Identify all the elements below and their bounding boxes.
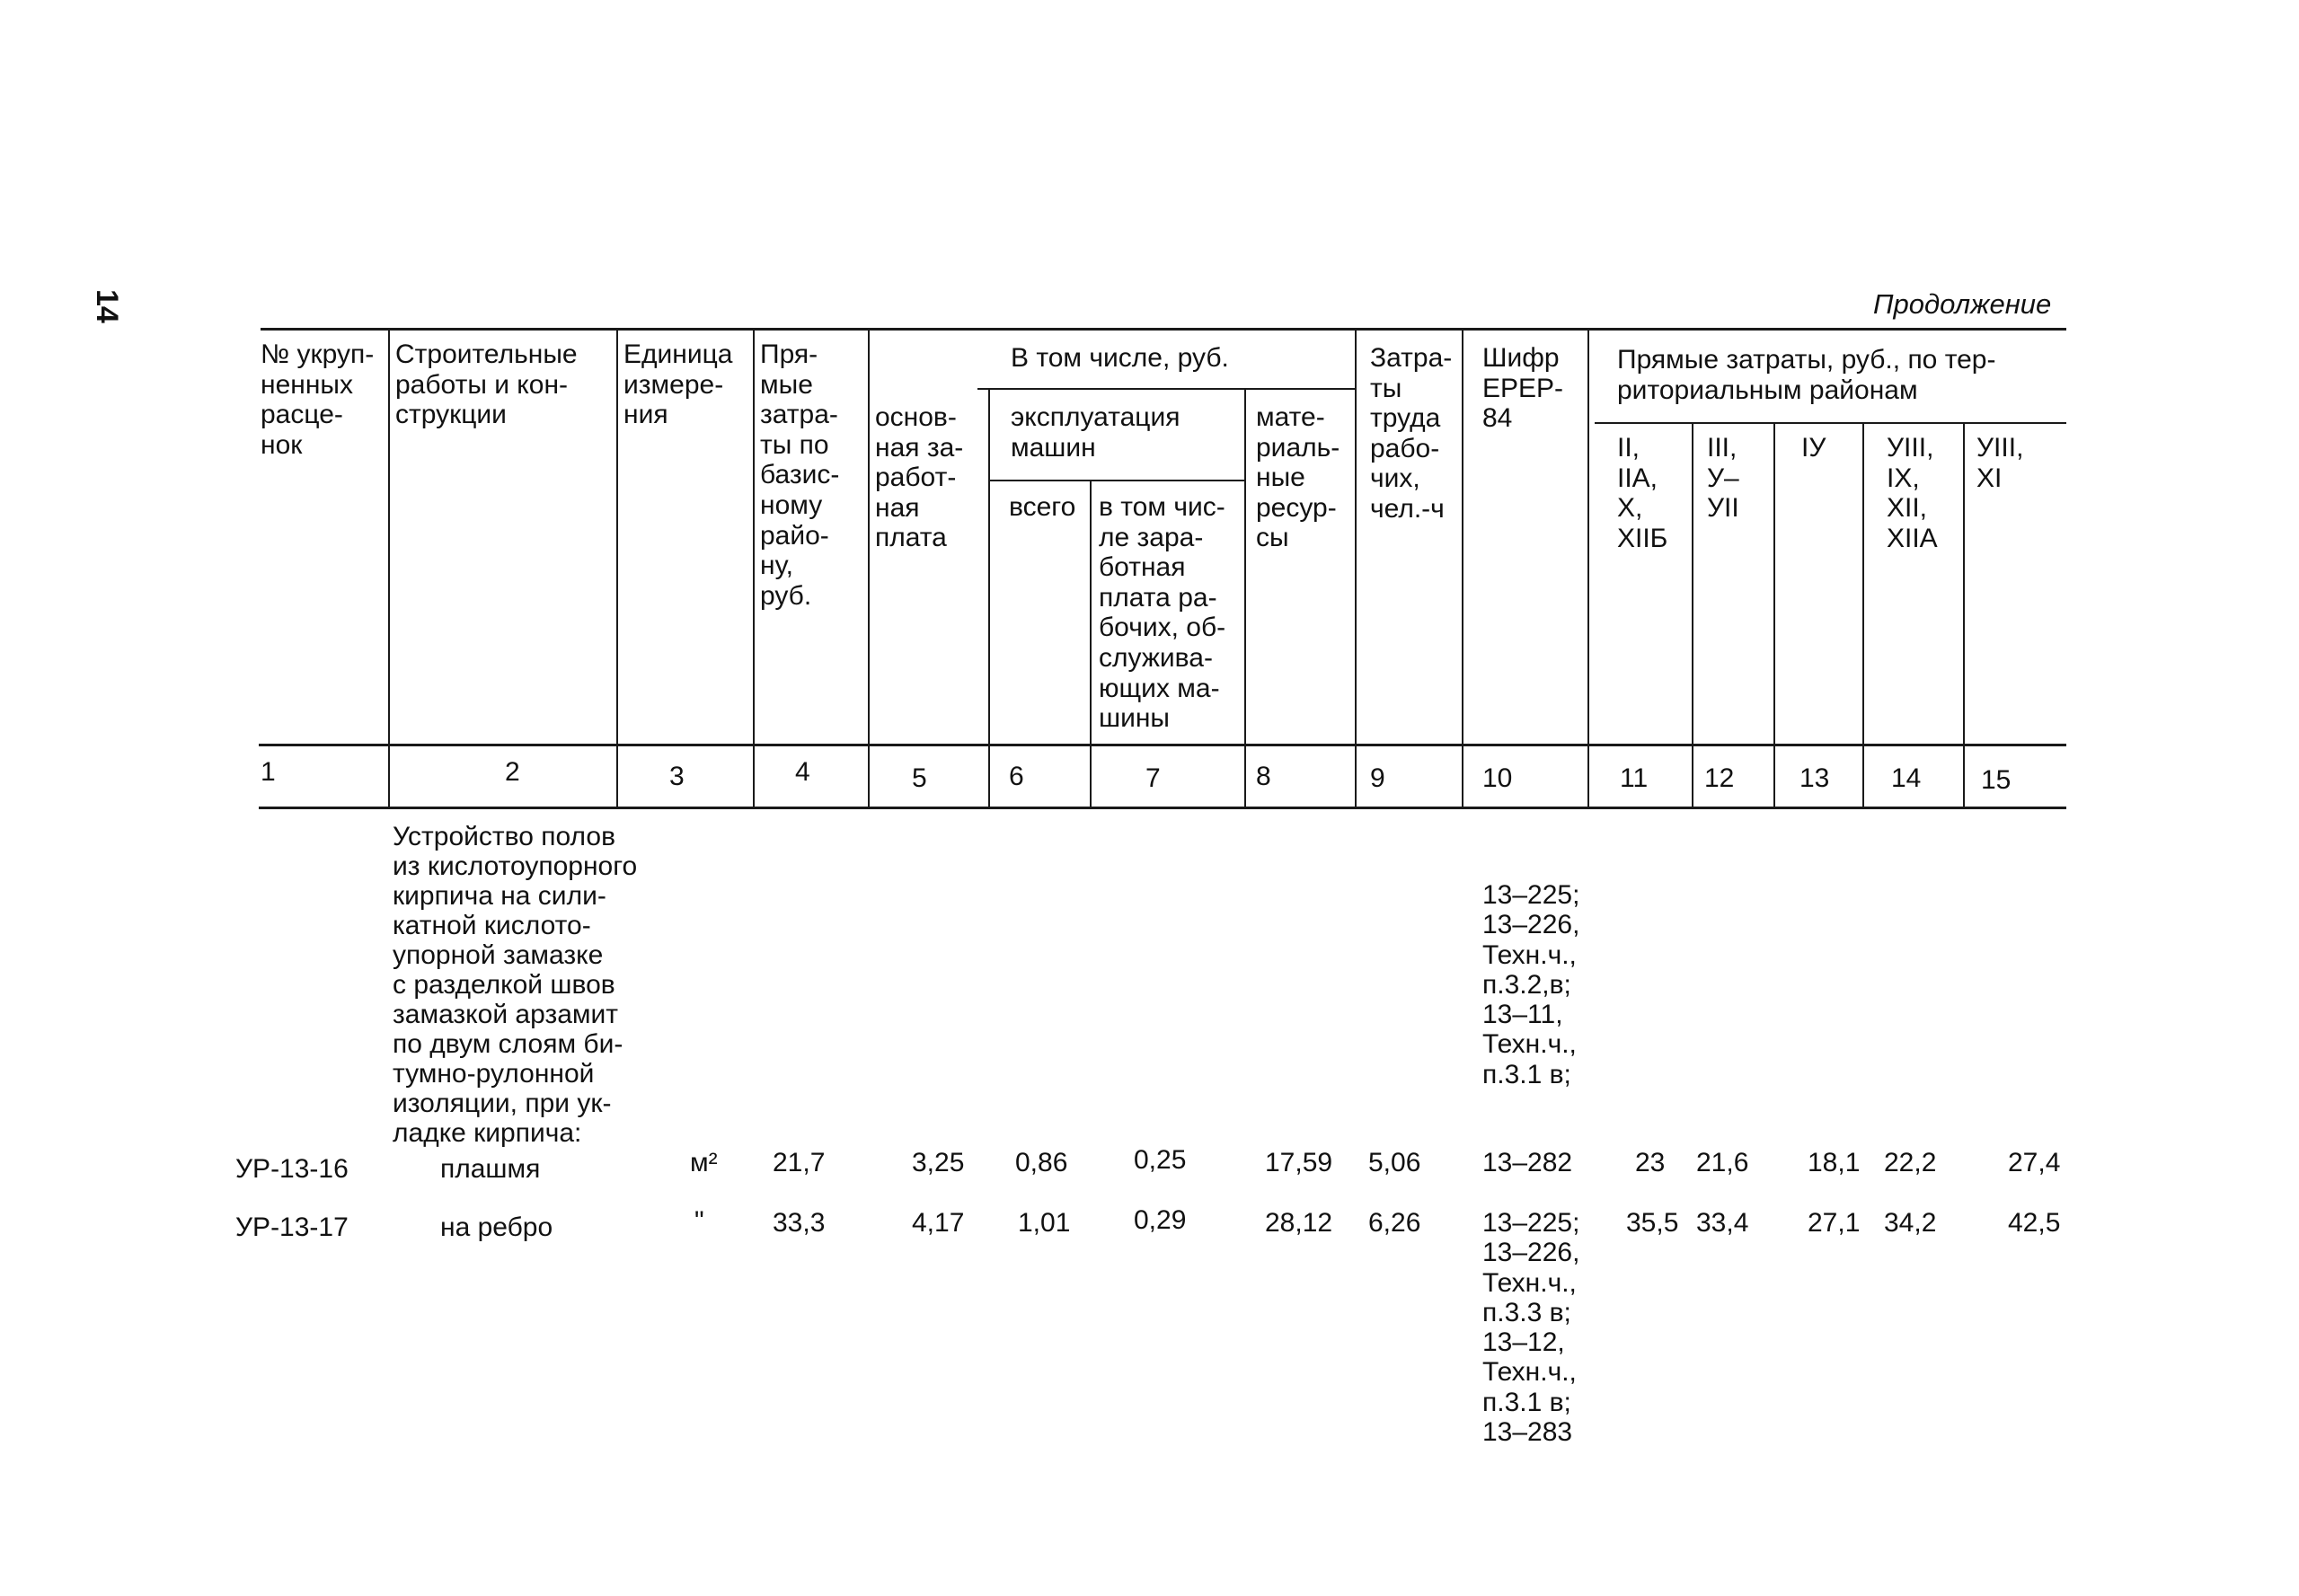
row-mach-salary: 0,29 <box>1134 1205 1187 1235</box>
col-number: 13 <box>1799 763 1830 793</box>
group-incl-rule <box>977 388 1357 390</box>
header-col-4: Пря- мые затра- ты по базис- ному райо- ну, руб. <box>760 339 840 611</box>
row-id: УР-13-16 <box>235 1154 349 1184</box>
header-col-8: мате- риаль- ные ресур- сы <box>1256 402 1340 553</box>
col-number: 1 <box>261 757 276 787</box>
row-code: 13–282 <box>1482 1148 1573 1177</box>
row-name: плашмя <box>440 1154 541 1184</box>
row-region-13: 27,1 <box>1808 1208 1861 1238</box>
row-unit: " <box>694 1206 704 1236</box>
row-labor: 6,26 <box>1368 1208 1421 1238</box>
col-divider-11 <box>1692 422 1693 807</box>
header-col-15: УIII, ХI <box>1976 433 2024 493</box>
header-bottom-rule <box>259 744 2066 746</box>
row-mach-salary: 0,25 <box>1134 1145 1187 1175</box>
section-title: Устройство полов из кислотоупорного кирпича на сили- катной кислото- упорной замазке с разделкой швов замазкой арзамит по двум слоям би- тумно-рулонной изоляции, при ук- ладке кирпича: <box>393 822 638 1148</box>
row-labor: 5,06 <box>1368 1148 1421 1177</box>
row-direct: 33,3 <box>773 1208 826 1238</box>
row-unit: м² <box>690 1148 718 1177</box>
col-divider-12 <box>1773 422 1775 807</box>
header-col-13: IУ <box>1801 433 1826 463</box>
col-divider-10 <box>1587 328 1589 807</box>
header-group-regions: Прямые затраты, руб., по тер- риториальным районам <box>1617 345 1996 405</box>
group-machines-rule <box>988 480 1244 481</box>
page-number: 14 <box>90 289 124 323</box>
header-group-machines: эксплуатация машин <box>1011 402 1180 463</box>
row-direct: 21,7 <box>773 1148 826 1177</box>
header-col-2: Строительные работы и кон- струкции <box>395 339 578 430</box>
row-region-14: 34,2 <box>1884 1208 1937 1238</box>
col-divider-5 <box>988 388 990 807</box>
col-divider-2 <box>616 328 618 807</box>
row-id: УР-13-17 <box>235 1212 349 1242</box>
header-col-5: основ- ная за- работ- ная плата <box>875 402 964 553</box>
group-regions-rule <box>1595 422 2066 424</box>
row-materials: 17,59 <box>1265 1148 1333 1177</box>
header-col-14: УIII, IХ, ХII, ХIIА <box>1887 433 1938 553</box>
col-number: 8 <box>1256 762 1271 791</box>
col-divider-13 <box>1862 422 1864 807</box>
header-col-9: Затра- ты труда рабо- чих, чел.-ч <box>1370 343 1453 524</box>
col-number: 11 <box>1620 763 1649 793</box>
col-number: 5 <box>912 763 927 793</box>
row-region-14: 22,2 <box>1884 1148 1937 1177</box>
header-col-12: III, У– УII <box>1707 433 1739 524</box>
col-number: 7 <box>1145 763 1161 793</box>
numbers-bottom-rule <box>259 807 2066 809</box>
col-divider-4 <box>868 328 870 807</box>
row-salary: 3,25 <box>912 1148 965 1177</box>
header-col-10: Шифр ЕРЕР- 84 <box>1482 343 1564 434</box>
row-region-12: 33,4 <box>1696 1208 1749 1238</box>
section-code: 13–225; 13–226, Техн.ч., п.3.2,в; 13–11, Техн.ч., п.3.1 в; <box>1482 880 1580 1089</box>
col-divider-14 <box>1963 422 1965 807</box>
row-region-12: 21,6 <box>1696 1148 1749 1177</box>
col-number: 4 <box>795 757 810 787</box>
row-region-11: 35,5 <box>1626 1208 1679 1238</box>
row-code: 13–225; 13–226, Техн.ч., п.3.3 в; 13–12, Техн.ч., п.3.1 в; 13–283 <box>1482 1208 1580 1448</box>
row-region-15: 42,5 <box>2008 1208 2061 1238</box>
col-divider-6 <box>1090 480 1092 807</box>
header-col-6: всего <box>1009 492 1076 522</box>
header-col-7: в том чис- ле зара- ботная плата ра- бочих, об- служива- ющих ма- шины <box>1099 492 1226 734</box>
continuation-label: Продолжение <box>1873 288 2052 320</box>
col-number: 12 <box>1704 763 1735 793</box>
row-name: на ребро <box>440 1212 553 1242</box>
row-region-13: 18,1 <box>1808 1148 1861 1177</box>
header-col-11: II, IIА, Х, ХIIБ <box>1617 433 1668 553</box>
col-divider-1 <box>388 328 390 807</box>
row-materials: 28,12 <box>1265 1208 1333 1238</box>
row-mach-total: 1,01 <box>1018 1208 1071 1238</box>
row-region-11: 23 <box>1635 1148 1666 1177</box>
col-divider-7 <box>1244 388 1246 807</box>
col-number: 10 <box>1482 763 1513 793</box>
col-number: 9 <box>1370 763 1385 793</box>
row-mach-total: 0,86 <box>1015 1148 1068 1177</box>
col-number: 6 <box>1009 762 1024 791</box>
col-number: 2 <box>505 757 520 787</box>
col-number: 15 <box>1981 765 2012 795</box>
header-col-1: № укруп- ненных расце- нок <box>261 339 375 460</box>
col-divider-9 <box>1462 328 1463 807</box>
col-divider-3 <box>753 328 755 807</box>
row-region-15: 27,4 <box>2008 1148 2061 1177</box>
row-salary: 4,17 <box>912 1208 965 1238</box>
col-number: 14 <box>1891 763 1922 793</box>
header-top-rule <box>261 328 2066 331</box>
col-number: 3 <box>669 762 685 791</box>
header-group-incl: В том числе, руб. <box>1011 343 1229 373</box>
col-divider-8 <box>1355 328 1357 807</box>
header-col-3: Единица измере- ния <box>623 339 733 430</box>
